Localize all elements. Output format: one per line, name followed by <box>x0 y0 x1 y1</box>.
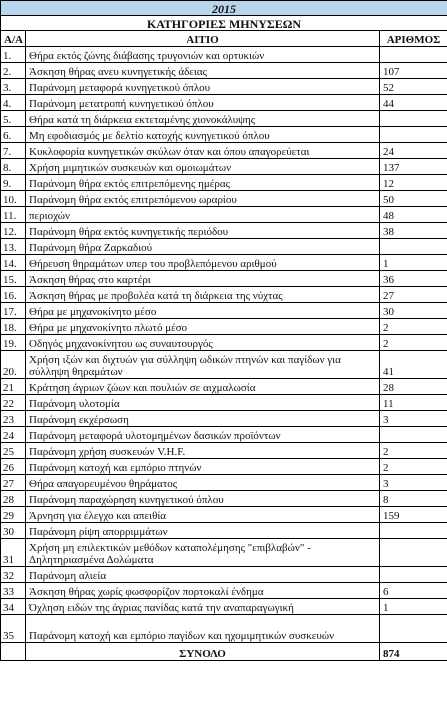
row-cause: Παράνομη υλοτομία <box>26 395 380 411</box>
row-index: 3. <box>1 79 26 95</box>
row-cause: Κυκλοφορία κυνηγετικών σκύλων όταν και όπου απαγορεύεται <box>26 143 380 159</box>
row-count: 8 <box>380 491 447 507</box>
row-cause: Χρήση ιξών και διχτυών για σύλληψη ωδικών πτηνών και παγίδων για σύλληψη θηραμάτων <box>26 351 380 379</box>
table-row <box>1 143 447 159</box>
row-cause: Θήρα κατά τη διάρκεια εκτεταμένης χιονοκάλυψης <box>26 111 380 127</box>
row-count: 30 <box>380 303 447 319</box>
table-row <box>1 127 447 143</box>
row-cause: Παράνομη αλιεία <box>26 567 380 583</box>
row-count: 3 <box>380 411 447 427</box>
row-index: 4. <box>1 95 26 111</box>
row-cause: Θήρα με μηχανοκίνητο μέσο <box>26 303 380 319</box>
row-index: 28 <box>1 491 26 507</box>
row-cause: Όχληση ειδών της άγριας πανίδας κατά την αναπαραγωγική <box>26 599 380 615</box>
row-count: 24 <box>380 143 447 159</box>
row-count: 41 <box>380 351 447 379</box>
row-count <box>380 239 447 255</box>
row-index: 12. <box>1 223 26 239</box>
table-row <box>1 207 447 223</box>
row-cause: Άσκηση θήρας χωρίς φωσφορίζον πορτοκαλί ένδημα <box>26 583 380 599</box>
row-cause: Χρήση μη επιλεκτικών μεθόδων καταπολέμησης "επιβλαβών" - Δηλητηριασμένα Δολώματα <box>26 539 380 567</box>
row-cause: Κράτηση άγριων ζώων και πουλιών σε αιχμαλωσία <box>26 379 380 395</box>
row-count: 44 <box>380 95 447 111</box>
table-row <box>1 379 447 395</box>
year-row <box>1 1 447 16</box>
row-count: 6 <box>380 583 447 599</box>
row-cause: περιοχών <box>26 207 380 223</box>
row-cause: Θήρευση θηραμάτων υπερ του προβλεπόμενου αριθμού <box>26 255 380 271</box>
row-count <box>380 111 447 127</box>
header-index: Α/Α <box>1 31 26 47</box>
table-row <box>1 319 447 335</box>
row-count: 137 <box>380 159 447 175</box>
row-cause: Οδηγός μηχανοκίνητου ως συναυτουργός <box>26 335 380 351</box>
table-row <box>1 47 447 63</box>
row-index: 27 <box>1 475 26 491</box>
table-row <box>1 239 447 255</box>
row-cause: Παράνομη χρήση συσκευών V.H.F. <box>26 443 380 459</box>
row-count: 2 <box>380 443 447 459</box>
row-cause: Μη εφοδιασμός με δελτίο κατοχής κυνηγετικού όπλου <box>26 127 380 143</box>
row-index: 32 <box>1 567 26 583</box>
row-count: 52 <box>380 79 447 95</box>
table-row <box>1 175 447 191</box>
table-row <box>1 567 447 583</box>
table-row <box>1 443 447 459</box>
row-index: 33 <box>1 583 26 599</box>
row-cause: Παράνομη ρίψη απορριμμάτων <box>26 523 380 539</box>
row-count: 3 <box>380 475 447 491</box>
row-index: 15. <box>1 271 26 287</box>
row-index: 7. <box>1 143 26 159</box>
row-count <box>380 127 447 143</box>
row-index: 35 <box>1 615 26 643</box>
row-index: 8. <box>1 159 26 175</box>
table-row <box>1 95 447 111</box>
row-index: 5. <box>1 111 26 127</box>
row-count: 38 <box>380 223 447 239</box>
row-count: 48 <box>380 207 447 223</box>
row-cause: Παράνομη παραχώρηση κυνηγετικού όπλου <box>26 491 380 507</box>
row-index: 16. <box>1 287 26 303</box>
table-title: ΚΑΤΗΓΟΡΙΕΣ ΜΗΝΥΣΕΩΝ <box>1 16 447 31</box>
row-index: 14. <box>1 255 26 271</box>
table-row <box>1 335 447 351</box>
row-index: 11. <box>1 207 26 223</box>
row-count: 2 <box>380 459 447 475</box>
row-count <box>380 523 447 539</box>
table-row <box>1 475 447 491</box>
table-row <box>1 583 447 599</box>
row-count: 1 <box>380 255 447 271</box>
row-cause: Άσκηση θήρας με προβολέα κατά τη διάρκεια της νύχτας <box>26 287 380 303</box>
row-index: 1. <box>1 47 26 63</box>
table-row <box>1 491 447 507</box>
row-index: 13. <box>1 239 26 255</box>
table-row <box>1 287 447 303</box>
row-cause: Άσκηση θήρας στο καρτέρι <box>26 271 380 287</box>
row-count: 2 <box>380 335 447 351</box>
row-index: 19. <box>1 335 26 351</box>
total-label: ΣΥΝΟΛΟ <box>26 643 380 661</box>
row-index: 21 <box>1 379 26 395</box>
table-row <box>1 351 447 379</box>
row-index: 22 <box>1 395 26 411</box>
header-row <box>1 31 447 47</box>
table-row <box>1 255 447 271</box>
table-row <box>1 271 447 287</box>
row-count: 11 <box>380 395 447 411</box>
row-cause: Άρνηση για έλεγχο και απειθία <box>26 507 380 523</box>
row-cause: Θήρα εκτός ζώνης διάβασης τρυγονιών και ορτυκιών <box>26 47 380 63</box>
row-cause: Παράνομη μετατροπή κυνηγετικού όπλου <box>26 95 380 111</box>
table-row <box>1 63 447 79</box>
row-cause: Θήρα με μηχανοκίνητο πλωτό μέσο <box>26 319 380 335</box>
table-row <box>1 459 447 475</box>
total-row <box>1 643 447 661</box>
table-row <box>1 79 447 95</box>
table-row <box>1 615 447 643</box>
row-index: 10. <box>1 191 26 207</box>
total-empty-cell <box>1 643 26 661</box>
row-cause: Παράνομη θήρα εκτός επιτρεπόμενης ημέρας <box>26 175 380 191</box>
row-cause: Θήρα απαγορευμένου θηράματος <box>26 475 380 491</box>
row-index: 23 <box>1 411 26 427</box>
row-count: 36 <box>380 271 447 287</box>
row-cause: Παράνομη θήρα Ζαρκαδιού <box>26 239 380 255</box>
table-row <box>1 411 447 427</box>
row-index: 20. <box>1 351 26 379</box>
table-row <box>1 427 447 443</box>
table-row <box>1 223 447 239</box>
row-count: 12 <box>380 175 447 191</box>
header-cause: ΑΙΤΙΟ <box>26 31 380 47</box>
title-row <box>1 16 447 31</box>
table-row <box>1 539 447 567</box>
header-count: ΑΡΙΘΜΟΣ <box>380 31 447 47</box>
row-count: 159 <box>380 507 447 523</box>
row-index: 31 <box>1 539 26 567</box>
row-count <box>380 567 447 583</box>
table-row <box>1 523 447 539</box>
table-row <box>1 111 447 127</box>
row-cause: Παράνομη κατοχή και εμπόριο παγίδων και ηχομιμητικών συσκευών <box>26 615 380 643</box>
row-index: 6. <box>1 127 26 143</box>
row-cause: Χρήση μιμητικών συσκευών και ομοιωμάτων <box>26 159 380 175</box>
table-row <box>1 191 447 207</box>
row-index: 2. <box>1 63 26 79</box>
row-index: 30 <box>1 523 26 539</box>
row-index: 25 <box>1 443 26 459</box>
row-count: 2 <box>380 319 447 335</box>
row-index: 9. <box>1 175 26 191</box>
table-row <box>1 599 447 615</box>
year-cell: 2015 <box>1 1 447 16</box>
row-count: 1 <box>380 599 447 615</box>
row-cause: Παράνομη μεταφορά κυνηγετικού όπλου <box>26 79 380 95</box>
row-index: 34 <box>1 599 26 615</box>
row-count: 107 <box>380 63 447 79</box>
table-row <box>1 395 447 411</box>
row-cause: Παράνομη θήρα εκτός επιτρεπόμενου ωραρίου <box>26 191 380 207</box>
row-index: 18. <box>1 319 26 335</box>
table-row <box>1 507 447 523</box>
row-count: 27 <box>380 287 447 303</box>
row-index: 26 <box>1 459 26 475</box>
row-count: 50 <box>380 191 447 207</box>
table-row <box>1 159 447 175</box>
total-value: 874 <box>380 643 447 661</box>
row-index: 17. <box>1 303 26 319</box>
table-row <box>1 303 447 319</box>
row-cause: Παράνομη εκχέρσωση <box>26 411 380 427</box>
row-index: 24 <box>1 427 26 443</box>
row-count <box>380 539 447 567</box>
row-count: 28 <box>380 379 447 395</box>
row-cause: Παράνομη κατοχή και εμπόριο πτηνών <box>26 459 380 475</box>
row-count <box>380 615 447 643</box>
row-index: 29 <box>1 507 26 523</box>
row-cause: Παράνομη θήρα εκτός κυνηγετικής περιόδου <box>26 223 380 239</box>
row-cause: Παράνομη μεταφορά υλοτομημένων δασικών προϊόντων <box>26 427 380 443</box>
row-cause: Άσκηση θήρας ανευ κυνηγετικής άδειας <box>26 63 380 79</box>
row-count <box>380 47 447 63</box>
row-count <box>380 427 447 443</box>
